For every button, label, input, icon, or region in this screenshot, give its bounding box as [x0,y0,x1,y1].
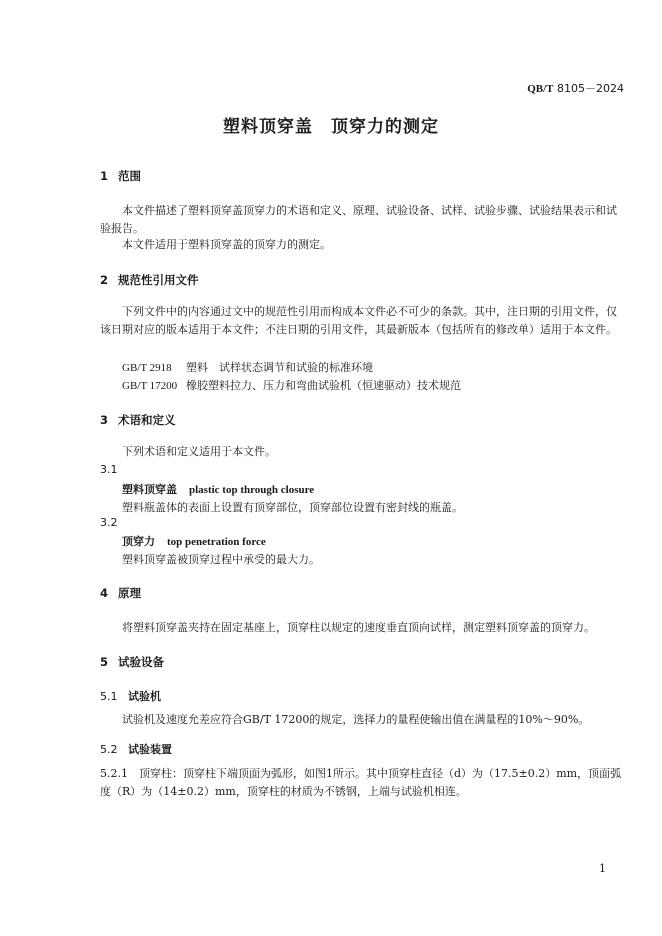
term-number: 3.2 [100,516,118,529]
section-1-paragraph: 本文件描述了塑料顶穿盖顶穿力的术语和定义、原理、试验设备、试样、试验步骤、试验结果表示和试验报告。 [100,204,617,235]
subsection-5-1-paragraph: 试验机及速度允差应符合GB/T 17200的规定，选择力的量程使输出值在满量程的10%～90%。 [122,713,590,726]
section-4-heading: 4 原理 [100,586,141,600]
term-definition: 塑料瓶盖体的表面上设置有顶穿部位，顶穿部位设置有密封线的瓶盖。 [122,501,463,514]
section-4-paragraph: 将塑料顶穿盖夹持在固定基座上，顶穿柱以规定的速度垂直顶向试样，测定塑料顶穿盖的顶穿力。 [122,621,595,634]
section-2-paragraph: 下列文件中的内容通过文中的规范性引用而构成本文件必不可少的条款。其中，注日期的引用文件，仅该日期对应的版本适用于本文件；不注日期的引用文件，其最新版本（包括所有的修改单）适用于本文件。 [100,305,617,336]
standard-code: QB/T 8105－2024 [527,82,624,95]
term-heading: 塑料顶穿盖 plastic top through closure [122,483,315,496]
section-5-heading: 5 试验设备 [100,655,164,669]
section-1-heading: 1 范围 [100,169,141,183]
subsection-5-2-heading: 5.2 试验装置 [100,743,172,756]
normative-reference: GB/T 17200 橡胶塑料拉力、压力和弯曲试验机（恒速驱动）技术规范 [122,379,461,392]
normative-reference: GB/T 2918 塑料 试样状态调节和试验的标准环境 [122,361,373,374]
section-1-paragraph: 本文件适用于塑料顶穿盖的顶穿力的测定。 [122,238,331,251]
section-2-heading: 2 规范性引用文件 [100,273,199,287]
section-3-paragraph: 下列术语和定义适用于本文件。 [122,445,276,458]
term-number: 3.1 [100,463,118,476]
subsection-5-1-heading: 5.1 试验机 [100,690,161,703]
term-heading: 顶穿力 top penetration force [122,535,266,548]
clause-5-2-1-paragraph: 5.2.1 顶穿柱：顶穿柱下端顶面为弧形，如图1所示。其中顶穿柱直径（d）为（17.5±0.2）mm，顶面弧度（R）为（14±0.2）mm，顶穿柱的材质为不锈钢，上端与试验机相连。 [100,767,622,798]
page-number: 1 [599,862,606,875]
section-3-heading: 3 术语和定义 [100,413,176,427]
document-title: 塑料顶穿盖 顶穿力的测定 [223,117,439,137]
term-definition: 塑料顶穿盖被顶穿过程中承受的最大力。 [122,553,320,566]
